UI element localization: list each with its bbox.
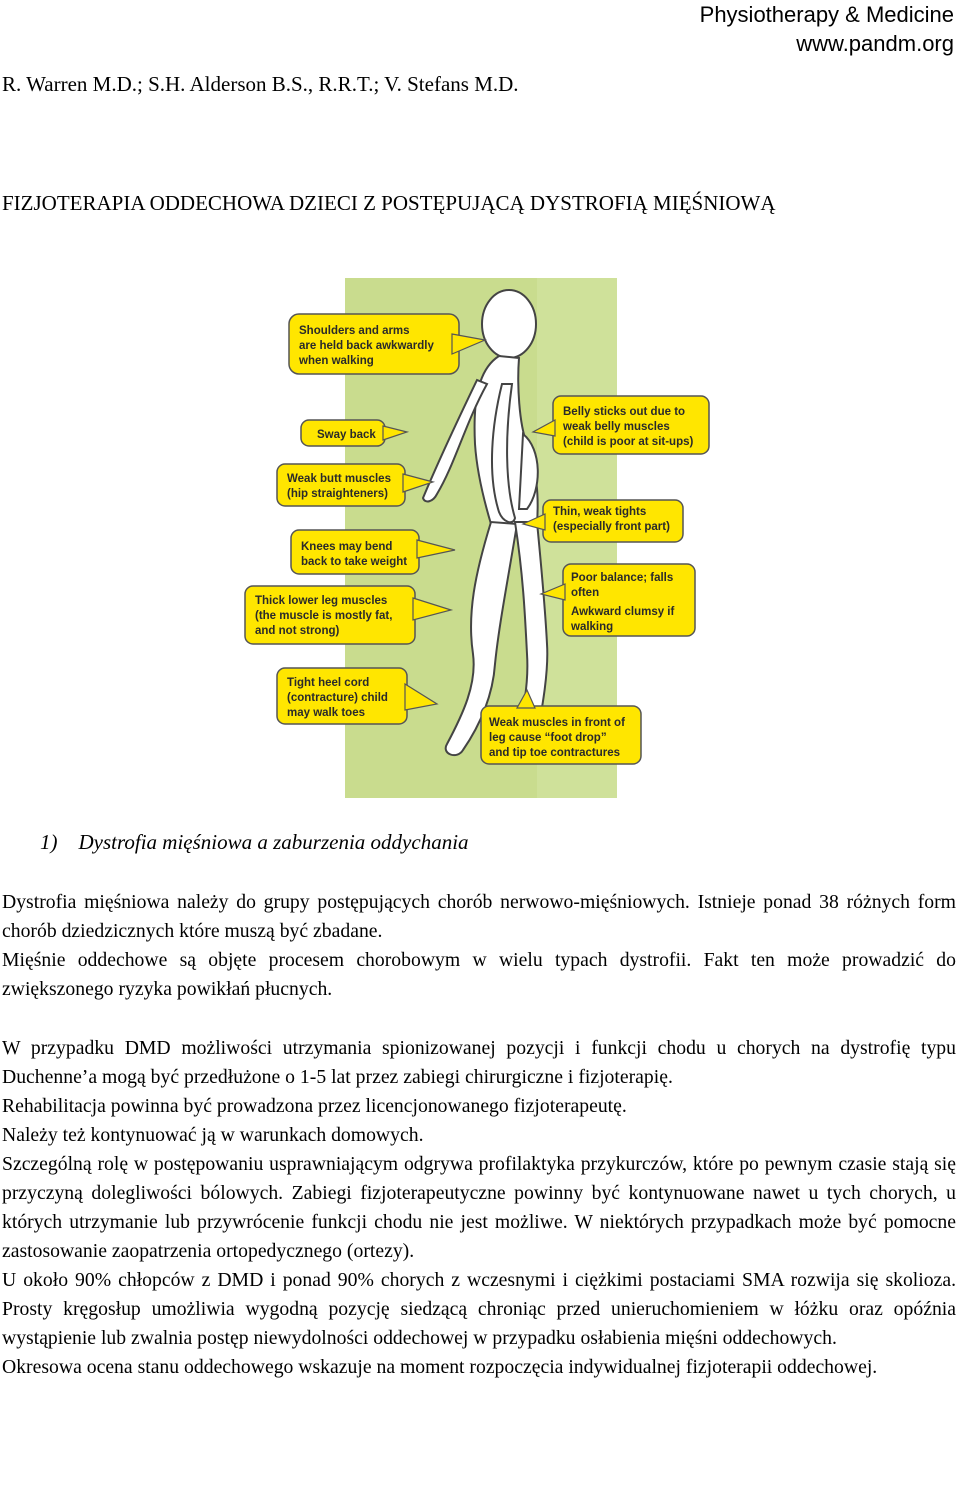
authors-line: R. Warren M.D.; S.H. Alderson B.S., R.R.T.; V. Stefans M.D. <box>2 72 519 96</box>
child-head <box>482 290 536 358</box>
callout-belly <box>533 396 709 454</box>
callout-label: Shoulders and arms <box>299 325 410 337</box>
svg-text:and tip toe contractures <box>489 747 620 759</box>
svg-text:Belly sticks out due to <box>563 406 685 418</box>
callout-label: (contracture) child <box>287 692 388 704</box>
callout-thighs <box>523 500 683 542</box>
paragraph: Rehabilitacja powinna być prowadzona przez licencjonowanego fizjoterapeutę. <box>2 1095 627 1117</box>
svg-text:Tight heel cord <box>287 677 369 689</box>
callout-label: Thick lower leg muscles <box>255 595 388 607</box>
svg-text:back to take weight <box>301 556 407 568</box>
svg-text:(contracture) child <box>287 692 388 704</box>
svg-text:Sway back <box>317 429 376 441</box>
svg-text:often <box>571 587 599 599</box>
site-name: Physiotherapy & Medicine <box>699 2 954 27</box>
callout-label: Weak butt muscles <box>287 473 391 485</box>
svg-text:Awkward clumsy if <box>571 606 674 618</box>
callout-label: and tip toe contractures <box>489 747 620 759</box>
callout-label: Belly sticks out due to <box>563 406 686 418</box>
site-url[interactable]: www.pandm.org <box>796 31 954 56</box>
callout-label: walking <box>571 621 614 633</box>
callout-label: (child is poor at sit-ups) <box>563 436 694 448</box>
callout-label: Knees may bend <box>301 541 393 553</box>
svg-text:(the muscle is mostly fat, <box>255 610 392 622</box>
paragraph: U około 90% chłopców z DMD i ponad 90% chorych z wczesnymi i ciężkimi postaciami SMA rozwija się skolioza. Prosty kręgosłup umożliwia wygodną pozycję siedzącą chroniąc przed unieruchomieniem w łóżku oraz opóźnia wystąpienie lub zwalnia postęp niewydolności oddechowej w przypadku osłabienia mięśni oddechowych. <box>2 1269 956 1349</box>
callout-label: may walk toes <box>287 707 365 719</box>
svg-text:and not strong) <box>255 625 339 637</box>
svg-text:(especially front part) <box>553 521 670 533</box>
svg-text:weak belly muscles <box>562 421 670 433</box>
callout-label: Tight heel cord <box>287 677 370 689</box>
callout-label: weak belly muscles <box>563 421 670 433</box>
svg-text:may walk toes <box>287 707 365 719</box>
paragraph: Okresowa ocena stanu oddechowego wskazuje na moment rozpoczęcia indywidualnej fizjoterapii oddechowej. <box>2 1356 878 1378</box>
callout-label: Awkward clumsy if <box>571 606 675 618</box>
callout-shoulders <box>289 314 485 374</box>
callout-label: are held back awkwardly <box>299 340 434 352</box>
callout-label: when walking <box>299 355 374 367</box>
figure-illustration <box>237 274 715 798</box>
callout-label: back to take weight <box>301 556 408 568</box>
svg-text:Knees may bend <box>301 541 392 553</box>
callout-label: leg cause “foot drop” <box>489 732 607 744</box>
svg-text:(hip straighteners) <box>287 488 388 500</box>
paragraph: W przypadku DMD możliwości utrzymania spionizowanej pozycji i funkcji chodu u chorych na dystrofię typu Duchenne’a mogą być przedłużone o 1-5 lat przez zabiegi chirurgiczne i fizjoterapię. <box>2 1037 956 1088</box>
svg-text:walking <box>570 621 613 633</box>
svg-text:leg cause “foot drop” <box>489 732 607 744</box>
svg-text:Thin, weak tights <box>553 506 646 518</box>
paragraph: Szczególną rolę w postępowaniu usprawniającym odgrywa profilaktyka przykurczów, które po pewnym czasie stają się przyczyną dolegliwości bólowych. Zabiegi fizjoterapeutyczne powinny być kontynuowane nawet u tych chorych, u których utrzymanie lub przywrócenie funkcji chodu nie jest możliwe. W niektórych przypadkach może być pomocne zastosowanie zaopatrzenia ortopedycznego (ortezy). <box>2 1153 956 1262</box>
svg-text:Shoulders and arms <box>299 325 410 337</box>
paragraph: Mięśnie oddechowe są objęte procesem chorobowym w wielu typach dystrofii. Fakt ten może prowadzić do zwiększonego ryzyka powikłań płucnych. <box>2 949 956 1000</box>
page-header <box>700 0 954 58</box>
svg-text:Poor balance; falls <box>571 572 673 584</box>
svg-text:(child is poor at sit-ups) <box>563 436 694 448</box>
svg-text:Weak butt muscles <box>287 473 391 485</box>
section-paragraphs-2 <box>2 1034 956 1382</box>
svg-text:are held back awkwardly <box>299 340 434 352</box>
svg-text:Weak muscles in front of <box>489 717 625 729</box>
svg-text:Thick lower leg muscles <box>255 595 387 607</box>
callout-label: Weak muscles in front of <box>489 717 625 729</box>
paragraph: Należy też kontynuować ją w warunkach domowych. <box>2 1124 424 1146</box>
callout-label: (especially front part) <box>553 521 670 533</box>
callout-label: (the muscle is mostly fat, <box>255 610 393 622</box>
callout-label: Sway back <box>317 429 376 441</box>
section-paragraphs <box>2 888 956 1004</box>
callout-label: Thin, weak tights <box>553 506 647 518</box>
dystrophy-figure <box>237 274 715 798</box>
callout-label: and not strong) <box>255 625 340 637</box>
callout-label: often <box>571 587 600 599</box>
section-heading: 1) Dystrofia mięśniowa a zaburzenia oddychania <box>40 830 469 854</box>
document-title: FIZJOTERAPIA ODDECHOWA DZIECI Z POSTĘPUJĄCĄ DYSTROFIĄ MIĘŚNIOWĄ <box>2 191 776 215</box>
callout-label: Poor balance; falls <box>571 572 674 584</box>
callout-balance <box>541 564 695 636</box>
callout-label: (hip straighteners) <box>287 488 388 500</box>
paragraph: Dystrofia mięśniowa należy do grupy postępujących chorób nerwowo-mięśniowych. Istnieje ponad 38 różnych form chorób dziedzicznych które muszą być zbadane. <box>2 891 956 942</box>
svg-text:when walking <box>298 355 374 367</box>
